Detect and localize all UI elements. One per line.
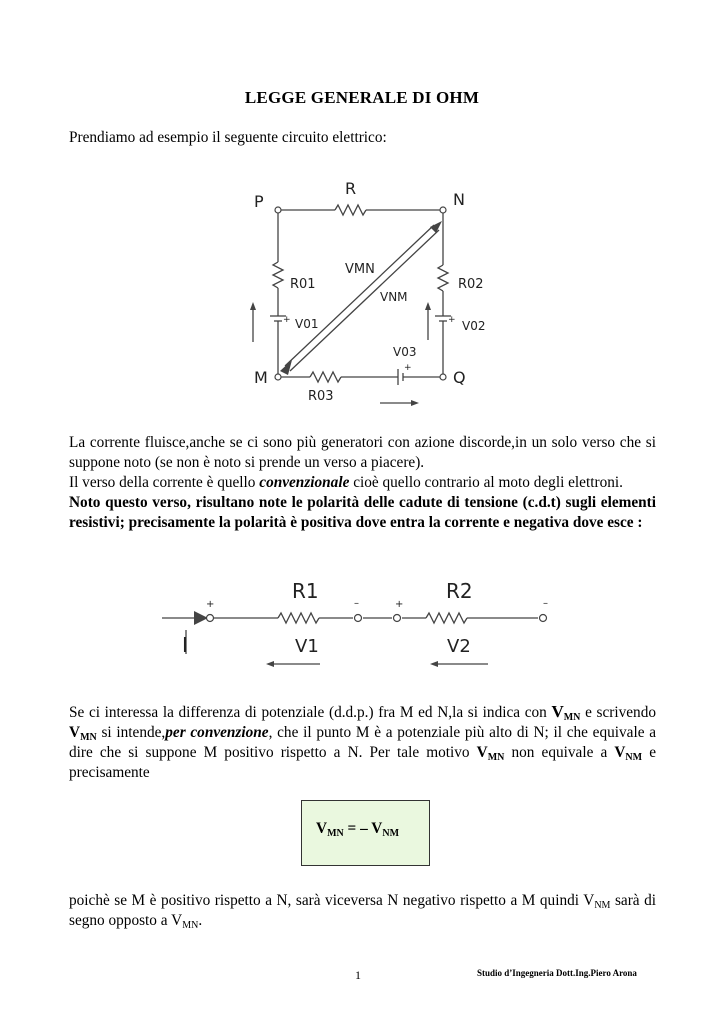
circuit-diagram-2 (150, 572, 570, 672)
resistor-r02-label: R02 (458, 277, 484, 292)
vmn-subscript: MN (487, 752, 505, 763)
paragraph-text: e scrivendo (580, 704, 656, 721)
paragraph-text: , che il punto M è a potenziale più alto di N; il che equivale a dire che si suppone M positivo rispetto a N. Per tale motivo (69, 724, 657, 761)
formula-subscript: MN (327, 828, 344, 839)
formula-v: V (316, 820, 328, 837)
page-number: 1 (355, 968, 361, 982)
plus-sign: + (448, 315, 456, 325)
circuit-diagram-1 (240, 170, 500, 415)
minus-sign: – (543, 598, 548, 609)
paragraph-text: si intende, (96, 724, 166, 741)
formula-v: V (371, 820, 383, 837)
paragraph-text: . (198, 912, 203, 929)
page-title: LEGGE GENERALE DI OHM (244, 88, 480, 107)
voltage-vnm-label: VNM (380, 290, 408, 304)
emphasis-text: per convenzione (165, 724, 269, 741)
paragraph-text: La corrente fluisce,anche se ci sono più generatori con azione discorde,in un solo verso che si suppone noto (se non è noto si prende un verso a piacere). (69, 434, 656, 471)
vmn-subscript: MN (182, 920, 199, 931)
generator-v01-label: V01 (295, 317, 319, 331)
node-q-label: Q (453, 368, 466, 387)
plus-sign: + (283, 315, 291, 325)
voltage-v1-label: V1 (295, 636, 319, 657)
plus-sign: + (206, 599, 215, 610)
paragraph-text: Se ci interessa la differenza di potenziale (d.d.p.) fra M ed N,la si indica con (69, 704, 552, 721)
paragraph-text: e precisamente (69, 744, 656, 781)
current-i-label: I (182, 633, 188, 657)
formula-subscript: NM (382, 828, 400, 839)
vmn-subscript: MN (563, 712, 581, 723)
paragraph-text: cioè quello contrario al moto degli elettroni. (349, 474, 623, 491)
paragraph-conclusion (69, 891, 656, 931)
voltage-vmn-label: VMN (345, 262, 375, 277)
emphasis-text: convenzionale (259, 474, 350, 491)
paragraph-text: non equivale a (504, 744, 615, 761)
generator-v02-label: V02 (462, 319, 486, 333)
intro-text: Prendiamo ad esempio il seguente circuito elettrico: (69, 129, 387, 146)
node-m-label: M (254, 368, 268, 387)
resistor-r2-label: R2 (446, 579, 473, 603)
formula-equals: = – (343, 820, 372, 837)
footer-studio: Studio d’Ingegneria Dott.Ing.Piero Arona (477, 968, 637, 978)
formula-box (301, 800, 430, 866)
voltage-v2-label: V2 (447, 636, 471, 657)
bold-paragraph-text: Noto questo verso, risultano note le polarità delle cadute di tensione (c.d.t) sugli elementi resistivi; precisamente la polarità è positiva dove entra la corrente e negativa dove esce : (69, 494, 656, 531)
vnm-subscript: NM (594, 900, 611, 911)
vmn-symbol: V (171, 912, 183, 929)
vnm-subscript: NM (625, 752, 643, 763)
paragraph-text: sarà di segno opposto a (69, 892, 656, 929)
generator-v03-label: V03 (393, 345, 417, 359)
minus-sign: – (354, 598, 359, 609)
resistor-r03-label: R03 (308, 389, 334, 404)
vmn-symbol: V (476, 744, 488, 761)
plus-sign: + (404, 363, 412, 373)
paragraph-text: poichè se M è positivo rispetto a N, sarà viceversa N negativo rispetto a M quindi (69, 892, 584, 909)
vmn-symbol: V (551, 702, 564, 721)
vnm-symbol: V (614, 744, 626, 761)
formula (316, 820, 399, 838)
node-p-label: P (254, 192, 264, 211)
resistor-r1-label: R1 (292, 579, 319, 603)
vnm-symbol: V (583, 892, 595, 909)
paragraph-text: Il verso della corrente è quello (69, 474, 260, 491)
node-n-label: N (453, 190, 465, 209)
vmn-subscript: MN (80, 732, 97, 743)
paragraph-potential-difference (69, 702, 656, 783)
vmn-symbol: V (69, 724, 81, 741)
resistor-r-label: R (345, 179, 357, 198)
paragraph-current-direction (69, 433, 656, 533)
plus-sign: + (395, 599, 404, 610)
resistor-r01-label: R01 (290, 277, 316, 292)
